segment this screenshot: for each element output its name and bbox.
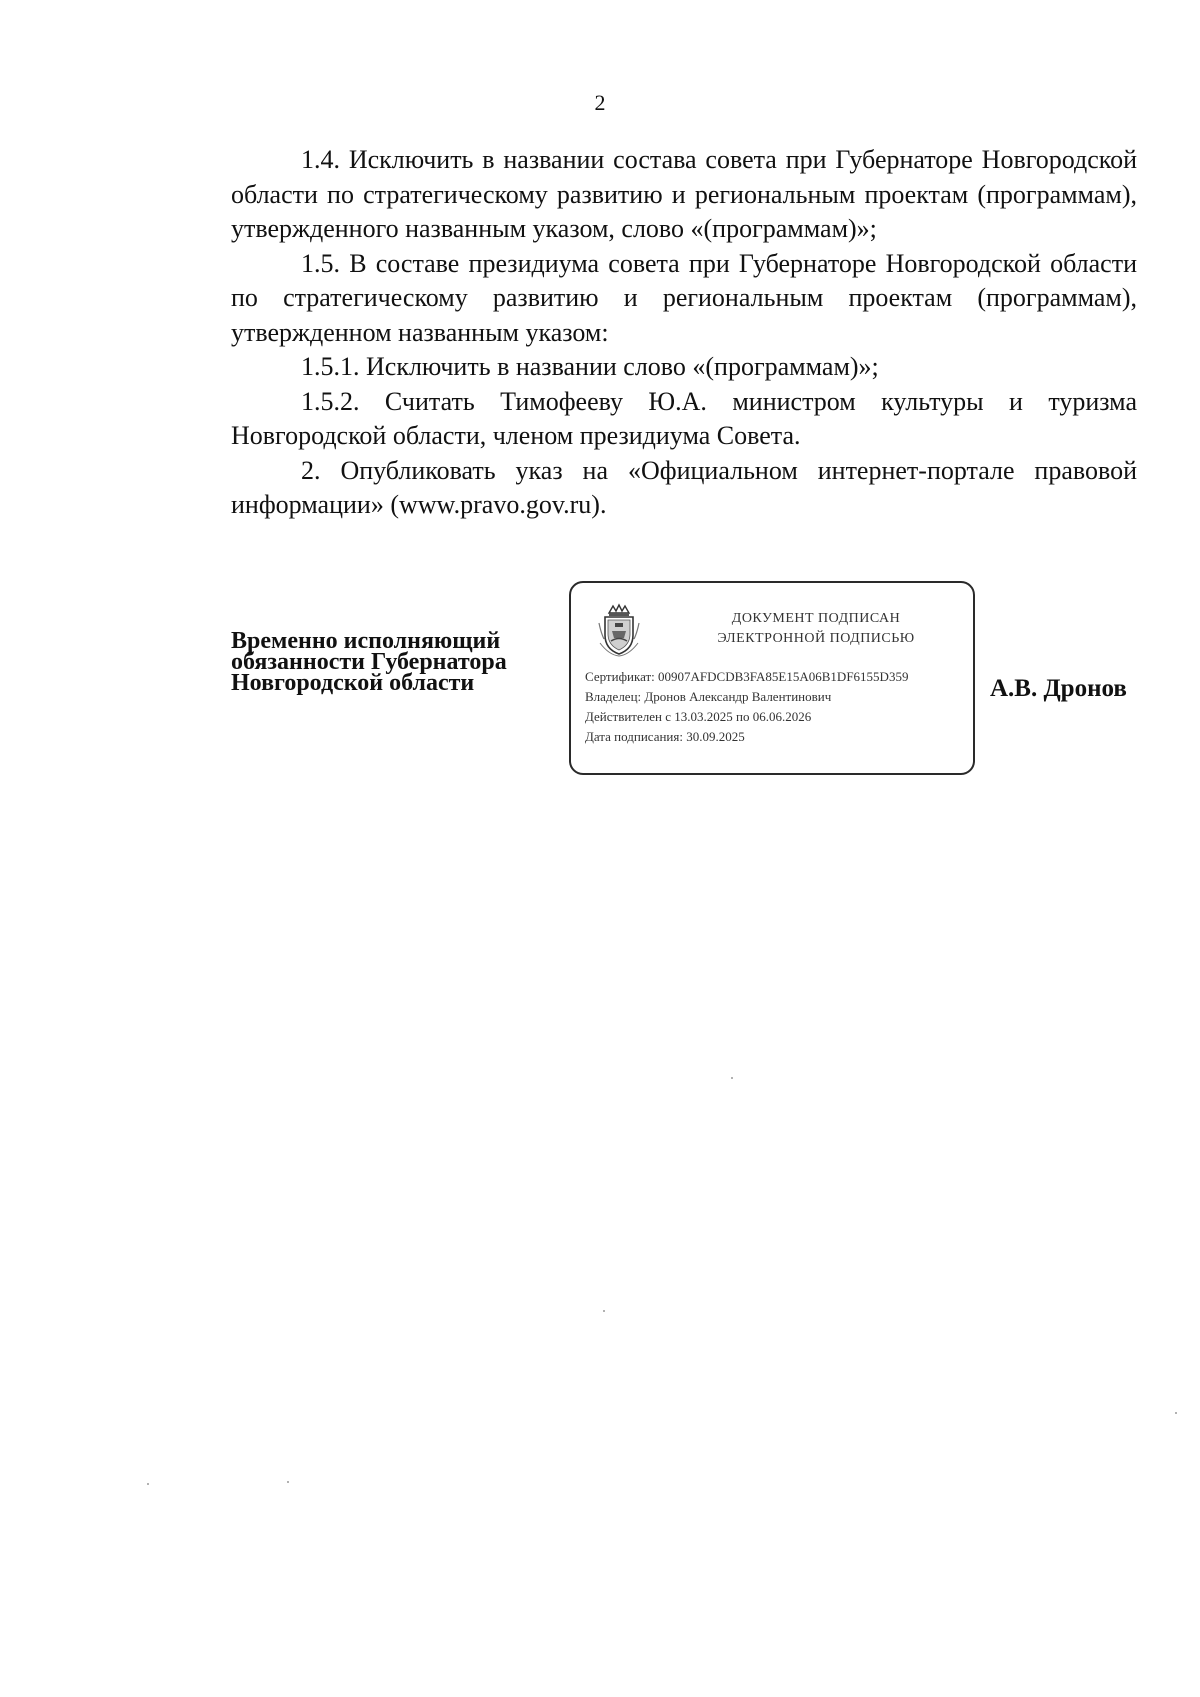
stamp-owner: Владелец: Дронов Александр Валентинович	[585, 689, 832, 704]
scan-speck	[603, 1310, 605, 1312]
stamp-valid-period: Действителен с 13.03.2025 по 06.06.2026	[585, 709, 812, 724]
paragraph-1-4: 1.4. Исключить в названии состава совета при Губернаторе Новгородской области по стратегическому развитию и региональным проектам (программам), утвержденного названным указом, слово «(программам)»;	[231, 145, 1137, 243]
paragraph-2: 2. Опубликовать указ на «Официальном интернет-портале правовой информации» (www.pravo.gov.ru).	[231, 455, 1137, 519]
stamp-signed-date: Дата подписания: 30.09.2025	[585, 729, 745, 744]
stamp-header-line: ДОКУМЕНТ ПОДПИСАН	[731, 611, 901, 626]
scan-speck	[1175, 1412, 1177, 1414]
scan-speck	[147, 1483, 149, 1485]
electronic-signature-stamp	[569, 581, 975, 775]
scan-speck	[287, 1481, 289, 1483]
stamp-header	[671, 609, 961, 649]
document-body	[231, 143, 1137, 523]
scan-speck	[731, 1077, 733, 1079]
page-number: 2	[594, 90, 606, 115]
signer-name: А.В. Дронов	[990, 675, 1127, 702]
stamp-certificate: Сертификат: 00907AFDCDB3FA85E15A06B1DF6155D359	[585, 669, 909, 684]
stamp-details	[585, 667, 975, 747]
paragraph-1-5: 1.5. В составе президиума совета при Губернаторе Новгородской области по стратегическому развитию и региональным проектам (программам), утвержденном названным указом:	[231, 248, 1137, 347]
signer-title-line: Новгородской области	[231, 670, 475, 696]
paragraph-1-5-2: 1.5.2. Считать Тимофееву Ю.А. министром культуры и туризма Новгородской области, членом президиума Совета.	[231, 386, 1137, 450]
stamp-header-line: ЭЛЕКТРОННОЙ ПОДПИСЬЮ	[717, 631, 915, 646]
signer-title	[231, 628, 551, 696]
coat-of-arms-icon	[595, 603, 643, 657]
signer-title-line: Временно исполняющий	[231, 628, 501, 654]
signer-title-line: обязанности Губернатора	[231, 649, 507, 675]
paragraph-1-5-1: 1.5.1. Исключить в названии слово «(программам)»;	[301, 352, 879, 381]
